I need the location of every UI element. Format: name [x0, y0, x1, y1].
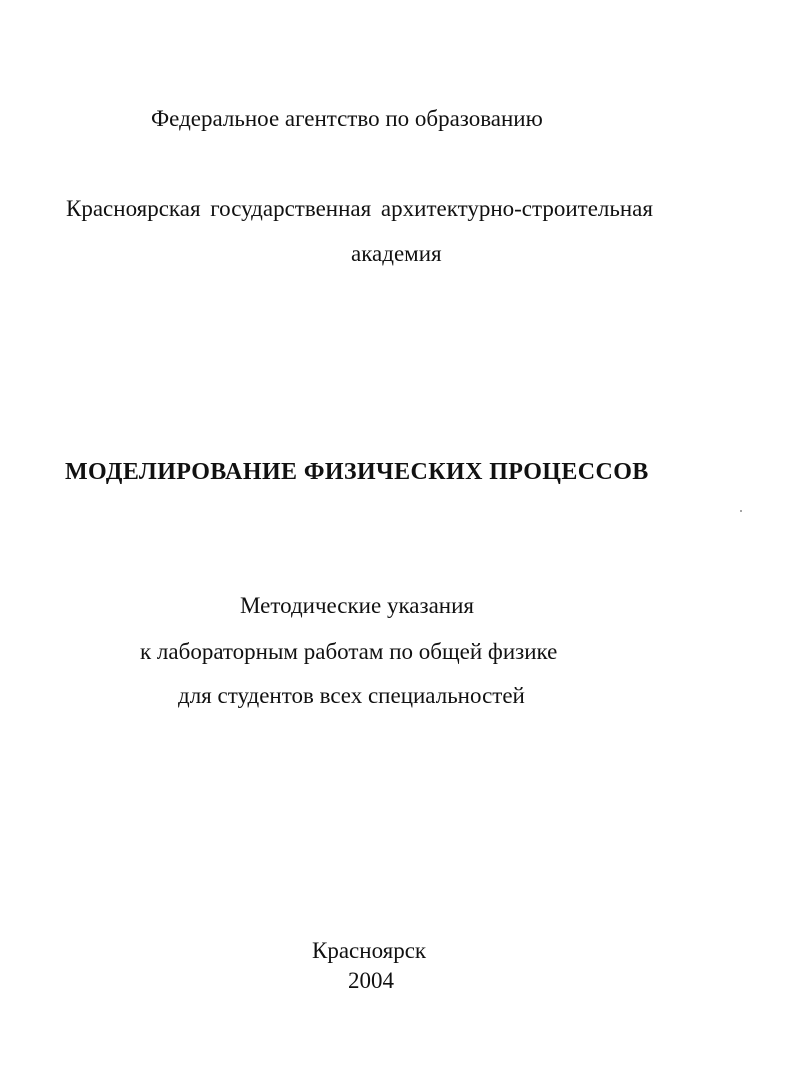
publication-year: 2004	[348, 968, 394, 993]
academy-name-line-2: академия	[351, 241, 442, 266]
subtitle-line-3: для студентов всех специальностей	[178, 683, 525, 708]
document-title: МОДЕЛИРОВАНИЕ ФИЗИЧЕСКИХ ПРОЦЕССОВ	[65, 459, 649, 485]
agency-name: Федеральное агентство по образованию	[151, 106, 543, 131]
academy-name-line-1: Красноярская государственная архитектурно-строительная	[66, 196, 653, 221]
scan-speck	[740, 510, 742, 512]
subtitle-line-2: к лабораторным работам по общей физике	[140, 639, 558, 664]
subtitle-line-1: Методические указания	[240, 593, 474, 618]
publication-city: Красноярск	[312, 938, 427, 963]
